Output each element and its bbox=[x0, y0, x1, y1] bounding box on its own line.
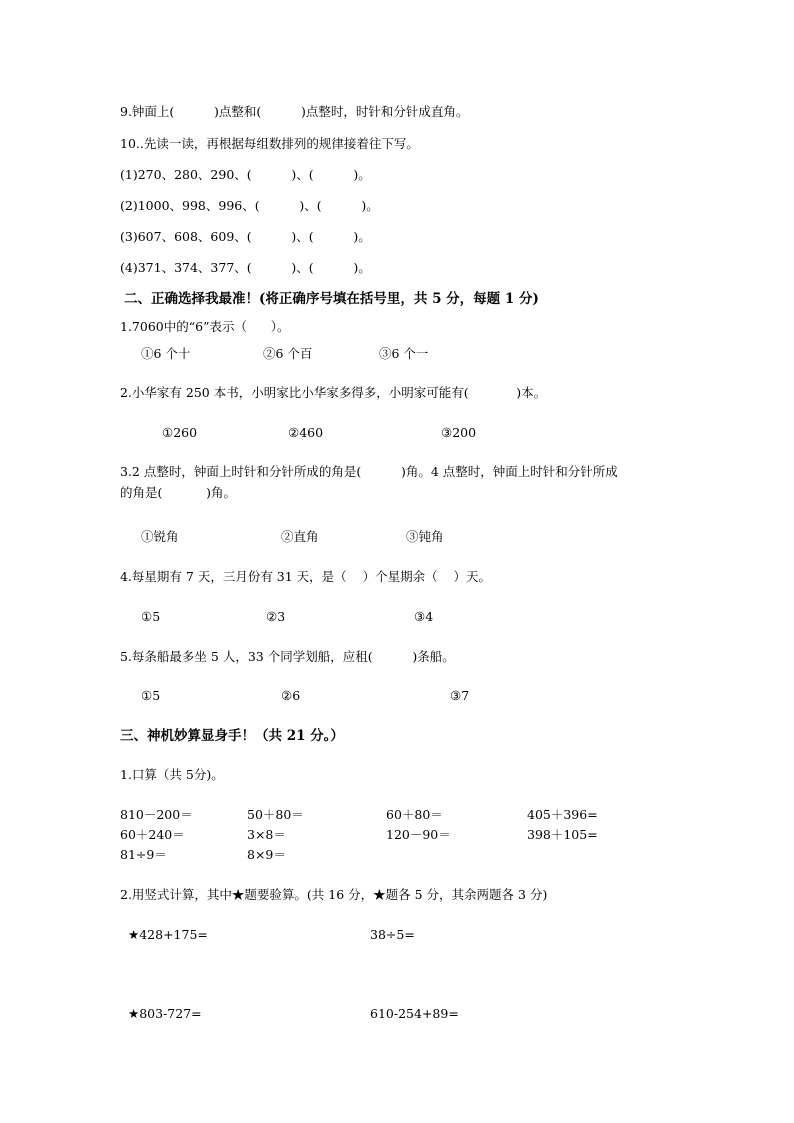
subsection-oral: 1.口算（共 5分)。 bbox=[120, 767, 224, 782]
option: ③6 个一 bbox=[379, 346, 429, 361]
option: ②6 个百 bbox=[263, 346, 313, 361]
vertical-problem: 38÷5= bbox=[370, 927, 415, 942]
oral-item: 8×9＝ bbox=[247, 847, 286, 862]
vertical-problem: ★803-727= bbox=[128, 1006, 202, 1021]
question-10-4: (4)371、374、377、( )、( )。 bbox=[120, 260, 371, 275]
option: ①5 bbox=[141, 688, 161, 703]
option: ①260 bbox=[162, 425, 198, 440]
section-2-title: 二、正确选择我最准！(将正确序号填在括号里，共 5 分，每题 1 分) bbox=[124, 291, 539, 307]
question-2-2: 2.小华家有 250 本书，小明家比小华家多得多，小明家可能有( )本。 bbox=[120, 385, 547, 400]
option: ①5 bbox=[141, 609, 161, 624]
section-3-title: 三、神机妙算显身手！（共 21 分。） bbox=[120, 728, 344, 744]
oral-item: 405＋396= bbox=[527, 807, 598, 822]
option: ②460 bbox=[288, 425, 324, 440]
option: ③钝角 bbox=[406, 529, 444, 544]
oral-item: 60＋240＝ bbox=[120, 827, 185, 842]
oral-item: 398＋105= bbox=[527, 827, 598, 842]
vertical-problem: 610-254+89= bbox=[370, 1006, 459, 1021]
vertical-problem: ★428+175= bbox=[128, 927, 208, 942]
oral-item: 50＋80＝ bbox=[247, 807, 304, 822]
question-10-3: (3)607、608、609、( )、( )。 bbox=[120, 229, 371, 244]
option: ②6 bbox=[281, 688, 301, 703]
question-2-3-line2: 的角是( )角。 bbox=[120, 485, 236, 500]
option: ②3 bbox=[266, 609, 286, 624]
option: ③7 bbox=[450, 688, 470, 703]
option: ①锐角 bbox=[141, 529, 179, 544]
question-9: 9.钟面上( )点整和( )点整时，时针和分针成直角。 bbox=[120, 104, 469, 119]
question-10-1: (1)270、280、290、( )、( )。 bbox=[120, 167, 371, 182]
oral-item: 810－200＝ bbox=[120, 807, 193, 822]
question-2-4: 4.每星期有 7 天，三月份有 31 天，是（ ）个星期余（ ）天。 bbox=[120, 569, 491, 584]
oral-item: 81÷9＝ bbox=[120, 847, 167, 862]
question-10: 10..先读一读，再根据每组数排列的规律接着往下写。 bbox=[120, 136, 419, 151]
option: ③200 bbox=[441, 425, 477, 440]
question-2-1: 1.7060中的“6”表示（ ）。 bbox=[120, 319, 290, 334]
option: ②直角 bbox=[281, 529, 319, 544]
option: ①6 个十 bbox=[141, 346, 191, 361]
question-2-5: 5.每条船最多坐 5 人，33 个同学划船，应租( )条船。 bbox=[120, 649, 455, 664]
oral-item: 3×8＝ bbox=[247, 827, 286, 842]
subsection-vertical: 2.用竖式计算，其中★题要验算。(共 16 分，★题各 5 分，其余两题各 3 分) bbox=[120, 887, 548, 902]
question-10-2: (2)1000、998、996、( )、( )。 bbox=[120, 198, 379, 213]
oral-item: 120－90＝ bbox=[386, 827, 451, 842]
question-2-3-line1: 3.2 点整时，钟面上时针和分针所成的角是( )角。4 点整时，钟面上时针和分针所成 bbox=[120, 464, 618, 479]
oral-item: 60＋80＝ bbox=[386, 807, 443, 822]
option: ③4 bbox=[414, 609, 434, 624]
